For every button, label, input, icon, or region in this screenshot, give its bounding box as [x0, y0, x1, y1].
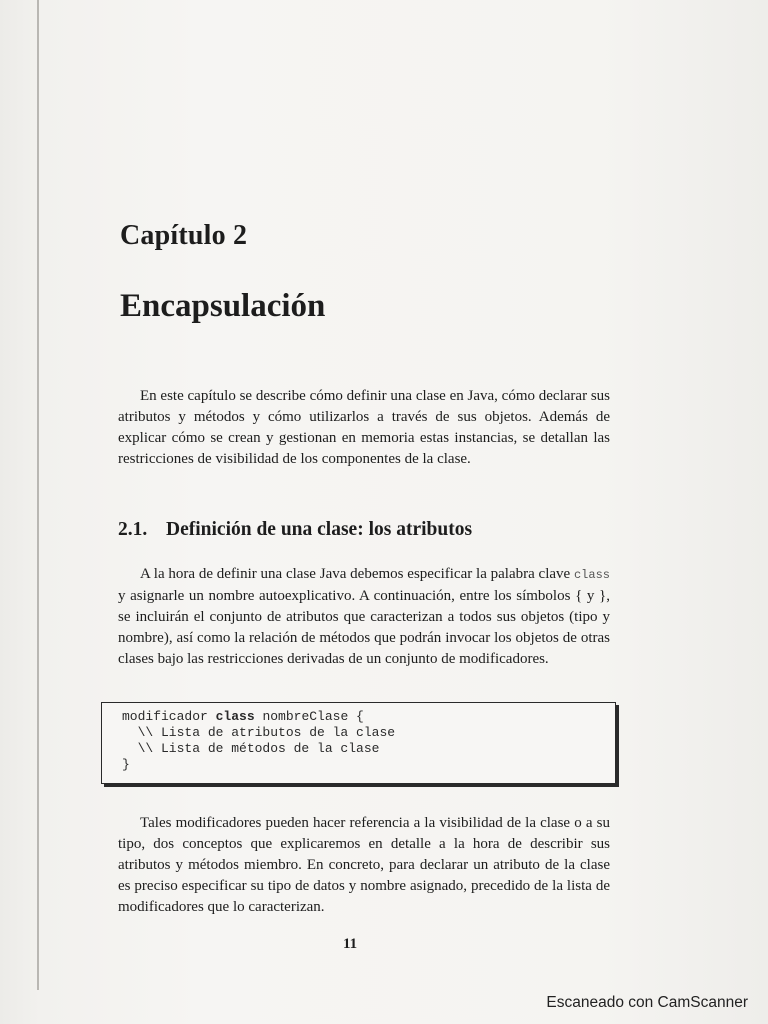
- book-page: [40, 0, 740, 990]
- chapter-label: Capítulo 2: [120, 220, 248, 251]
- code-listing: [101, 702, 616, 784]
- code-line-4: }: [122, 757, 130, 772]
- section-heading: [118, 519, 472, 541]
- chapter-title: Encapsulación: [120, 288, 326, 324]
- inline-code-keyword: class: [573, 568, 610, 582]
- code-line-3: \\ Lista de métodos de la clase: [122, 741, 380, 756]
- camscanner-watermark: Escaneado con CamScanner: [546, 994, 748, 1011]
- code-keyword: class: [215, 709, 255, 724]
- body-paragraph-2: Tales modificadores pueden hacer referencia a la visibilidad de la clase o a su tipo, dos conceptos que explicaremos en detalle a la hora de describir sus atributos y métodos miembro. En concreto, para declarar un atributo de la clase es preciso especificar su tipo de datos y nombre asignado, precedido de la lista de modificadores que lo caracterizan.: [118, 815, 610, 915]
- paragraph-1-after: y asignarle un nombre autoexplicativo. A continuación, entre los símbolos { y }, se incluirán el conjunto de atributos que caracterizan a todos sus objetos (tipo y nombre), así como la relación de métodos que podrán invocar los objetos de otras clases bajo las restricciones derivadas de un conjunto de modificadores.: [118, 588, 610, 667]
- section-title: Definición de una clase: los atributos: [166, 519, 473, 540]
- code-class-name: nombreClase {: [254, 709, 364, 724]
- page-number: 11: [343, 936, 358, 952]
- section-number: 2.1.: [118, 519, 148, 540]
- page-edge: [37, 0, 39, 990]
- paragraph-1-before: A la hora de definir una clase Java debemos especificar la palabra clave: [140, 566, 574, 582]
- code-line-2: \\ Lista de atributos de la clase: [122, 725, 396, 740]
- body-paragraph-1: [118, 564, 610, 670]
- code-line-1: [122, 709, 615, 725]
- code-modifier: modificador: [122, 709, 216, 724]
- intro-paragraph: En este capítulo se describe cómo definir una clase en Java, cómo declarar sus atributos y métodos y cómo utilizarlos a través de sus objetos. Además de explicar cómo se crean y gestionan en memoria estas instancias, se detallan las restricciones de visibilidad de los componentes de la clase.: [118, 388, 610, 467]
